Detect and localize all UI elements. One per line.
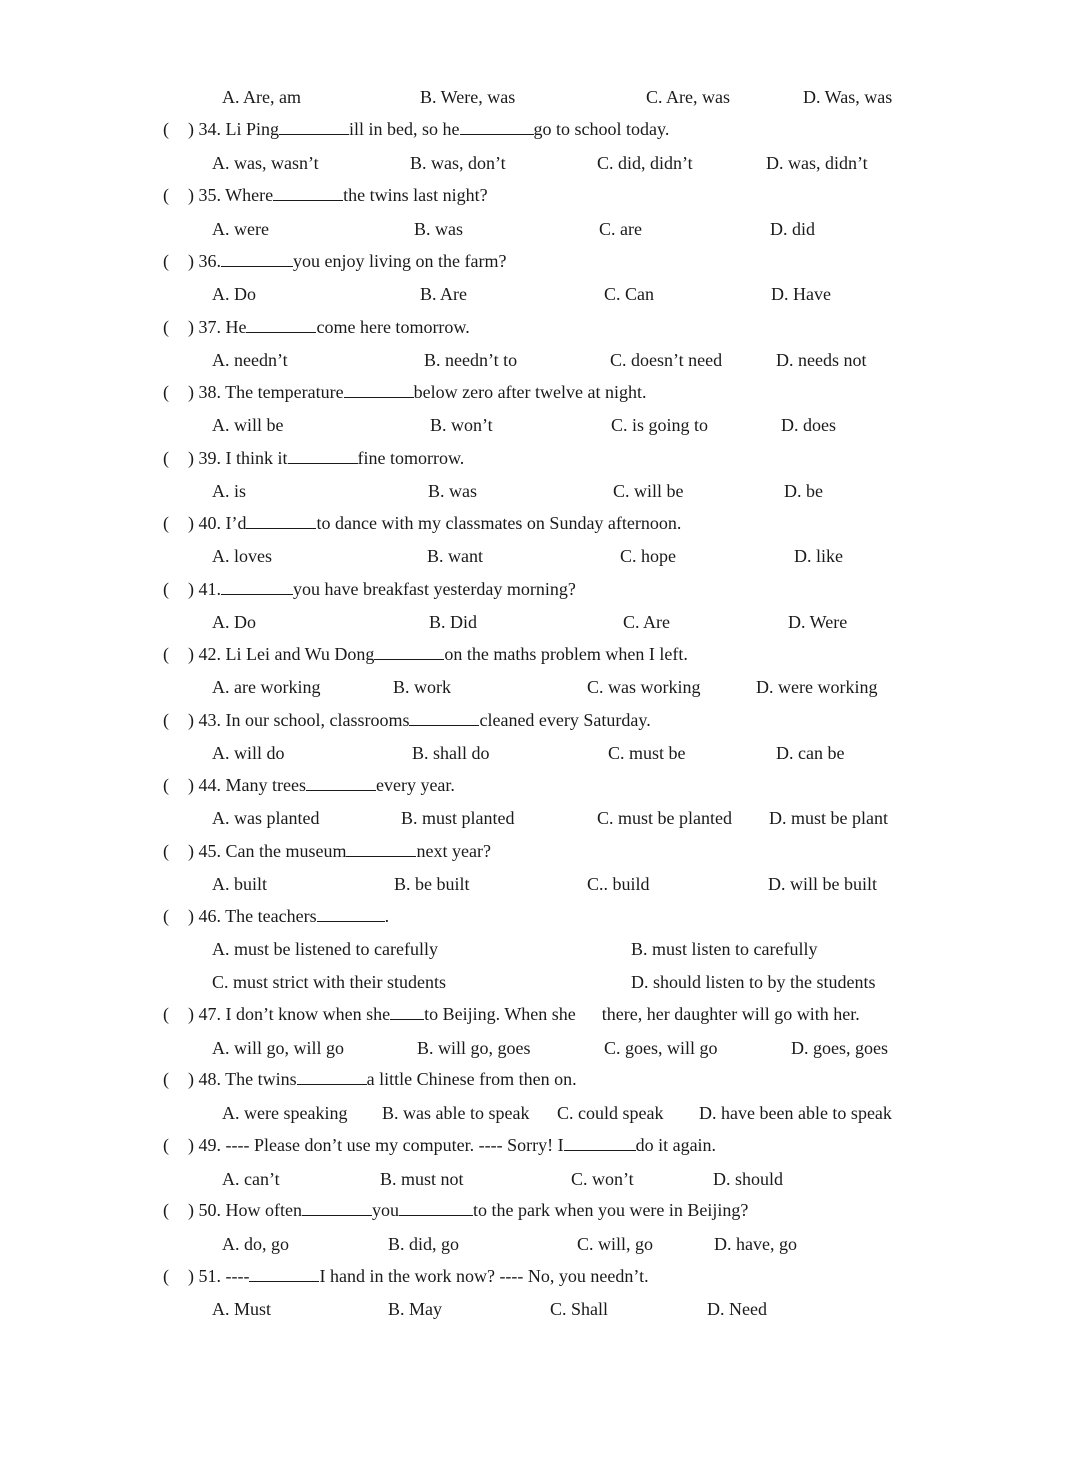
answer-paren: ( bbox=[163, 1200, 169, 1220]
option-b: B. needn’t to bbox=[424, 350, 518, 370]
option-c: C. won’t bbox=[571, 1169, 634, 1189]
option-d: D. were working bbox=[756, 677, 878, 697]
option-a: A. will be bbox=[212, 415, 284, 435]
option-a: A. was planted bbox=[212, 808, 320, 828]
answer-paren: ( bbox=[163, 382, 169, 402]
question-39: ( ) 39. I think it fine tomorrow. bbox=[163, 448, 465, 468]
question-38: ( ) 38. The temperature below zero after twelve at night. bbox=[163, 382, 647, 402]
option-b: B. must planted bbox=[401, 808, 515, 828]
option-a: A. must be listened to carefully bbox=[212, 939, 438, 959]
option-c: C. Are bbox=[623, 612, 670, 632]
question-43: ( ) 43. In our school, classrooms cleaned every Saturday. bbox=[163, 710, 651, 730]
option-a: A. is bbox=[212, 481, 247, 501]
option-b: B. shall do bbox=[412, 743, 490, 763]
option-b: B. was bbox=[428, 481, 477, 501]
option-d: D. have been able to speak bbox=[699, 1103, 892, 1123]
answer-paren: ( bbox=[163, 513, 169, 533]
answer-blank bbox=[273, 185, 343, 201]
option-c: C. must strict with their students bbox=[212, 972, 446, 992]
answer-paren: ( bbox=[163, 906, 169, 926]
answer-paren: ( bbox=[163, 119, 169, 139]
option-b: B. Were, was bbox=[420, 87, 516, 107]
answer-blank bbox=[374, 644, 444, 660]
question-42: ( ) 42. Li Lei and Wu Dong on the maths problem when I left. bbox=[163, 644, 688, 664]
option-c: C. hope bbox=[620, 546, 676, 566]
answer-paren: ( bbox=[163, 1266, 169, 1286]
option-d: D. Were bbox=[788, 612, 848, 632]
option-d: D. needs not bbox=[776, 350, 867, 370]
option-a: A. was, wasn’t bbox=[212, 153, 319, 173]
answer-blank bbox=[221, 251, 293, 267]
option-d: D. goes, goes bbox=[791, 1038, 888, 1058]
option-a: A. will do bbox=[212, 743, 285, 763]
option-a: A. were bbox=[212, 219, 269, 239]
answer-blank bbox=[399, 1200, 473, 1216]
option-a: A. Do bbox=[212, 612, 256, 632]
question-37: ( ) 37. He come here tomorrow. bbox=[163, 317, 470, 337]
answer-blank bbox=[221, 579, 293, 595]
answer-blank bbox=[249, 1266, 319, 1282]
option-a: A. are working bbox=[212, 677, 321, 697]
answer-blank bbox=[306, 775, 376, 791]
question-45: ( ) 45. Can the museum next year? bbox=[163, 841, 491, 861]
option-c: C. doesn’t need bbox=[610, 350, 723, 370]
option-c: C. will be bbox=[613, 481, 684, 501]
answer-blank bbox=[246, 513, 316, 529]
answer-blank bbox=[297, 1069, 367, 1085]
question-41: ( ) 41. you have breakfast yesterday morning? bbox=[163, 579, 576, 599]
option-b: B. want bbox=[427, 546, 483, 566]
answer-blank bbox=[346, 841, 416, 857]
option-c: C. was working bbox=[587, 677, 701, 697]
question-46: ( ) 46. The teachers . bbox=[163, 906, 390, 926]
option-b: B. May bbox=[388, 1299, 442, 1319]
option-a: A. can’t bbox=[222, 1169, 280, 1189]
answer-paren: ( bbox=[163, 185, 169, 205]
option-c: C. are bbox=[599, 219, 642, 239]
option-c: C. Shall bbox=[550, 1299, 609, 1319]
question-50: ( ) 50. How often you to the park when you were in Beijing? bbox=[163, 1200, 749, 1220]
option-a: A. do, go bbox=[222, 1234, 289, 1254]
question-36: ( ) 36. you enjoy living on the farm? bbox=[163, 251, 507, 271]
answer-paren: ( bbox=[163, 1135, 169, 1155]
option-b: B. did, go bbox=[388, 1234, 460, 1254]
answer-blank bbox=[246, 317, 316, 333]
question-35: ( ) 35. Where the twins last night? bbox=[163, 185, 488, 205]
option-d: D. like bbox=[794, 546, 843, 566]
option-b: B. won’t bbox=[430, 415, 493, 435]
option-c: C.. build bbox=[587, 874, 650, 894]
answer-paren: ( bbox=[163, 1004, 169, 1024]
option-c: C. could speak bbox=[557, 1103, 664, 1123]
option-c: C. Are, was bbox=[646, 87, 730, 107]
answer-blank bbox=[564, 1135, 636, 1151]
option-b: B. was able to speak bbox=[382, 1103, 530, 1123]
option-c: C. did, didn’t bbox=[597, 153, 693, 173]
answer-blank bbox=[390, 1004, 424, 1020]
answer-paren: ( bbox=[163, 1069, 169, 1089]
question-48: ( ) 48. The twins a little Chinese from then on. bbox=[163, 1069, 577, 1089]
answer-blank bbox=[344, 382, 414, 398]
option-d: D. does bbox=[781, 415, 836, 435]
question-34: ( ) 34. Li Ping ill in bed, so he go to school today. bbox=[163, 119, 670, 139]
option-c: C. must be planted bbox=[597, 808, 732, 828]
question-44: ( ) 44. Many trees every year. bbox=[163, 775, 455, 795]
option-a: A. Must bbox=[212, 1299, 272, 1319]
answer-blank bbox=[460, 119, 534, 135]
answer-paren: ( bbox=[163, 710, 169, 730]
option-d: D. have, go bbox=[714, 1234, 797, 1254]
option-b: B. will go, goes bbox=[417, 1038, 531, 1058]
option-c: C. is going to bbox=[611, 415, 709, 435]
answer-blank bbox=[279, 119, 349, 135]
option-b: B. must not bbox=[380, 1169, 464, 1189]
option-a: A. Are, am bbox=[222, 87, 301, 107]
question-51: ( ) 51. ---- I hand in the work now? ---- No, you needn’t. bbox=[163, 1266, 649, 1286]
answer-paren: ( bbox=[163, 841, 169, 861]
option-d: D. should bbox=[713, 1169, 784, 1189]
option-b: B. was bbox=[414, 219, 463, 239]
option-c: C. goes, will go bbox=[604, 1038, 718, 1058]
question-47: ( ) 47. I don’t know when she to Beijing. When she there, her daughter will go with her. bbox=[163, 1004, 860, 1024]
answer-blank bbox=[317, 906, 385, 922]
answer-blank bbox=[409, 710, 479, 726]
option-c: C. will, go bbox=[577, 1234, 654, 1254]
answer-paren: ( bbox=[163, 448, 169, 468]
option-b: B. must listen to carefully bbox=[631, 939, 818, 959]
option-d: D. can be bbox=[776, 743, 845, 763]
answer-blank bbox=[302, 1200, 372, 1216]
option-d: D. must be plant bbox=[769, 808, 888, 828]
answer-paren: ( bbox=[163, 579, 169, 599]
option-a: A. were speaking bbox=[222, 1103, 348, 1123]
option-b: B. was, don’t bbox=[410, 153, 506, 173]
option-c: C. Can bbox=[604, 284, 655, 304]
option-d: D. will be built bbox=[768, 874, 877, 894]
answer-paren: ( bbox=[163, 775, 169, 795]
option-d: D. Have bbox=[771, 284, 831, 304]
option-d: D. should listen to by the students bbox=[631, 972, 876, 992]
answer-paren: ( bbox=[163, 644, 169, 664]
question-40: ( ) 40. I’d to dance with my classmates on Sunday afternoon. bbox=[163, 513, 682, 533]
option-a: A. will go, will go bbox=[212, 1038, 345, 1058]
option-b: B. Are bbox=[420, 284, 467, 304]
answer-paren: ( bbox=[163, 317, 169, 337]
option-d: D. Was, was bbox=[803, 87, 893, 107]
option-c: C. must be bbox=[608, 743, 686, 763]
option-a: A. Do bbox=[212, 284, 256, 304]
option-d: D. be bbox=[784, 481, 823, 501]
option-a: A. built bbox=[212, 874, 268, 894]
answer-blank bbox=[288, 448, 358, 464]
option-d: D. did bbox=[770, 219, 815, 239]
option-d: D. Need bbox=[707, 1299, 767, 1319]
option-d: D. was, didn’t bbox=[766, 153, 868, 173]
option-b: B. work bbox=[393, 677, 451, 697]
option-b: B. Did bbox=[429, 612, 478, 632]
question-49: ( ) 49. ---- Please don’t use my computer. ---- Sorry! I do it again. bbox=[163, 1135, 717, 1155]
answer-paren: ( bbox=[163, 251, 169, 271]
option-a: A. loves bbox=[212, 546, 272, 566]
option-b: B. be built bbox=[394, 874, 470, 894]
option-a: A. needn’t bbox=[212, 350, 288, 370]
